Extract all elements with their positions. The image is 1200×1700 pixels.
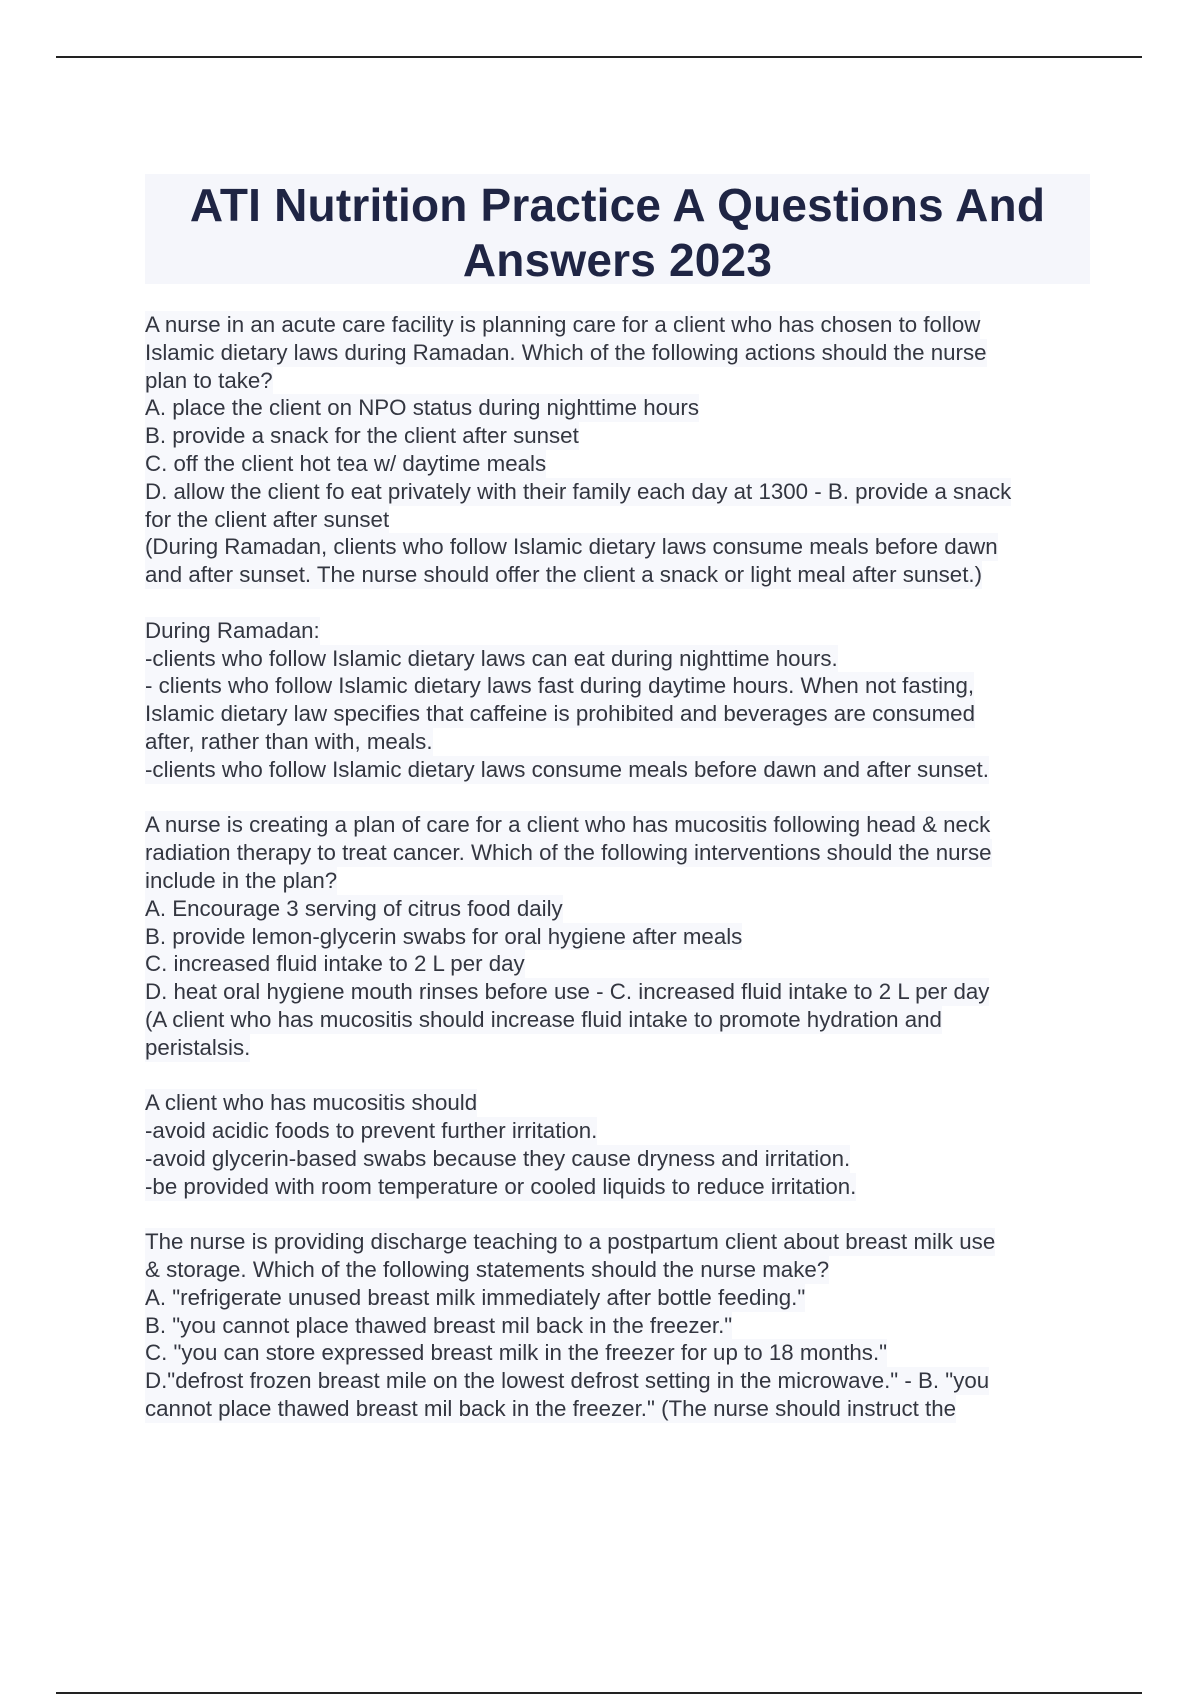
text-block <box>145 617 1095 784</box>
text-block <box>145 311 1095 589</box>
text-line: -avoid glycerin-based swabs because they cause dryness and irritation. <box>145 1145 851 1171</box>
text-line: & storage. Which of the following statements should the nurse make? <box>145 1257 830 1283</box>
text-line: A. "refrigerate unused breast milk immediately after bottle feeding." <box>145 1284 806 1310</box>
text-line: D. heat oral hygiene mouth rinses before use - C. increased fluid intake to 2 L per day <box>145 979 990 1005</box>
text-line: A client who has mucositis should <box>145 1090 478 1116</box>
text-line: A. Encourage 3 serving of citrus food daily <box>145 895 563 921</box>
text-block <box>145 1228 1095 1423</box>
text-line: -avoid acidic foods to prevent further irritation. <box>145 1118 598 1144</box>
text-line: peristalsis. <box>145 1034 251 1060</box>
text-line: A. place the client on NPO status during nighttime hours <box>145 395 700 421</box>
text-line: B. provide lemon-glycerin swabs for oral hygiene after meals <box>145 923 743 949</box>
text-line: D."defrost frozen breast mile on the lowest defrost setting in the microwave." - B. "you <box>145 1368 990 1394</box>
title-banner <box>145 174 1090 284</box>
text-line: include in the plan? <box>145 867 338 893</box>
text-line: cannot place thawed breast mil back in the freezer." (The nurse should instruct the <box>145 1396 957 1422</box>
text-line: B. provide a snack for the client after sunset <box>145 423 579 449</box>
text-block <box>145 811 1095 1061</box>
text-line: -clients who follow Islamic dietary laws can eat during nighttime hours. <box>145 645 838 671</box>
text-line: Islamic dietary laws during Ramadan. Which of the following actions should the nurse <box>145 339 987 365</box>
text-line: (During Ramadan, clients who follow Islamic dietary laws consume meals before dawn <box>145 534 998 560</box>
text-line: - clients who follow Islamic dietary laws fast during daytime hours. When not fasting, <box>145 673 975 699</box>
text-line: B. "you cannot place thawed breast mil back in the freezer." <box>145 1312 733 1338</box>
text-line: (A client who has mucositis should increase fluid intake to promote hydration and <box>145 1006 942 1032</box>
document-title: ATI Nutrition Practice A Questions And Answers 2023 <box>189 179 1046 286</box>
text-line: after, rather than with, meals. <box>145 728 433 754</box>
text-line: -clients who follow Islamic dietary laws consume meals before dawn and after sunset. <box>145 756 989 782</box>
bottom-divider <box>56 1692 1142 1694</box>
text-line: radiation therapy to treat cancer. Which of the following interventions should the nurse <box>145 840 992 866</box>
text-line: Islamic dietary law specifies that caffeine is prohibited and beverages are consumed <box>145 701 975 727</box>
text-line: C. increased fluid intake to 2 L per day <box>145 951 525 977</box>
text-line: The nurse is providing discharge teaching to a postpartum client about breast milk use <box>145 1229 996 1255</box>
text-line: D. allow the client fo eat privately with their family each day at 1300 - B. provide a snack <box>145 478 1012 504</box>
text-line: During Ramadan: <box>145 617 320 643</box>
text-line: A nurse is creating a plan of care for a client who has mucositis following head & neck <box>145 812 991 838</box>
text-line: for the client after sunset <box>145 506 390 532</box>
top-divider <box>56 56 1142 58</box>
text-line: plan to take? <box>145 367 273 393</box>
text-line: C. "you can store expressed breast milk in the freezer for up to 18 months." <box>145 1340 888 1366</box>
text-line: A nurse in an acute care facility is planning care for a client who has chosen to follow <box>145 312 981 337</box>
text-line: and after sunset. The nurse should offer the client a snack or light meal after sunset.) <box>145 562 983 588</box>
text-block <box>145 1089 1095 1200</box>
text-line: -be provided with room temperature or cooled liquids to reduce irritation. <box>145 1173 857 1199</box>
text-line: C. off the client hot tea w/ daytime meals <box>145 450 547 476</box>
document-body <box>145 311 1095 1451</box>
